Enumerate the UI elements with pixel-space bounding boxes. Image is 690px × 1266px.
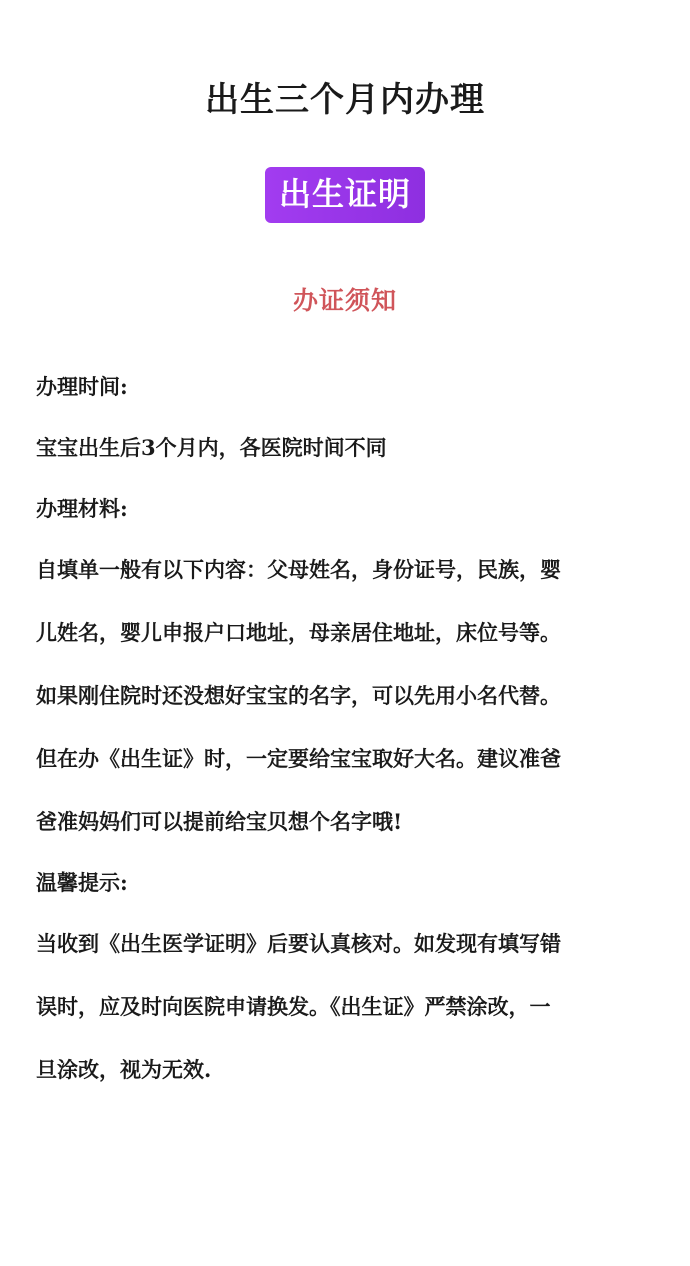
badge-container — [0, 167, 690, 223]
tips-line-3: 旦涂改，视为无效. — [36, 1057, 212, 1082]
materials-line-4: 但在办《出生证》时，一定要给宝宝取好大名。建议准爸 — [36, 746, 561, 771]
spacer — [36, 463, 654, 494]
spacer — [36, 402, 654, 433]
time-label: 办理时间: — [36, 374, 128, 399]
spacer — [36, 959, 654, 992]
materials-line-5: 爸准妈妈们可以提前给宝贝想个名字哦! — [36, 809, 403, 834]
spacer — [36, 711, 654, 744]
time-text: 宝宝出生后3个月内，各医院时间不同 — [36, 435, 387, 460]
spacer — [36, 837, 654, 868]
materials-line-2: 儿姓名，婴儿申报户口地址，母亲居住地址，床位号等。 — [36, 620, 561, 645]
tips-paragraph — [36, 929, 654, 1085]
section-badge: 出生证明 — [265, 167, 425, 223]
materials-line-3: 如果刚住院时还没想好宝宝的名字，可以先用小名代替。 — [36, 683, 561, 708]
materials-line-1: 自填单一般有以下内容：父母姓名，身份证号，民族，婴 — [36, 557, 561, 582]
content-body — [36, 372, 654, 1085]
tips-line-2: 误时，应及时向医院申请换发。《出生证》严禁涂改，一 — [36, 994, 551, 1019]
materials-paragraph — [36, 555, 654, 837]
materials-label: 办理材料: — [36, 496, 128, 521]
spacer — [36, 524, 654, 555]
spacer — [36, 1022, 654, 1055]
tips-label: 温馨提示: — [36, 870, 128, 895]
spacer — [36, 774, 654, 807]
page-title: 出生三个月内办理 — [205, 80, 485, 120]
spacer — [36, 648, 654, 681]
tips-line-1: 当收到《出生医学证明》后要认真核对。如发现有填写错 — [36, 931, 561, 956]
spacer — [36, 585, 654, 618]
page-subtitle: 办证须知 — [292, 286, 397, 315]
spacer — [36, 898, 654, 929]
